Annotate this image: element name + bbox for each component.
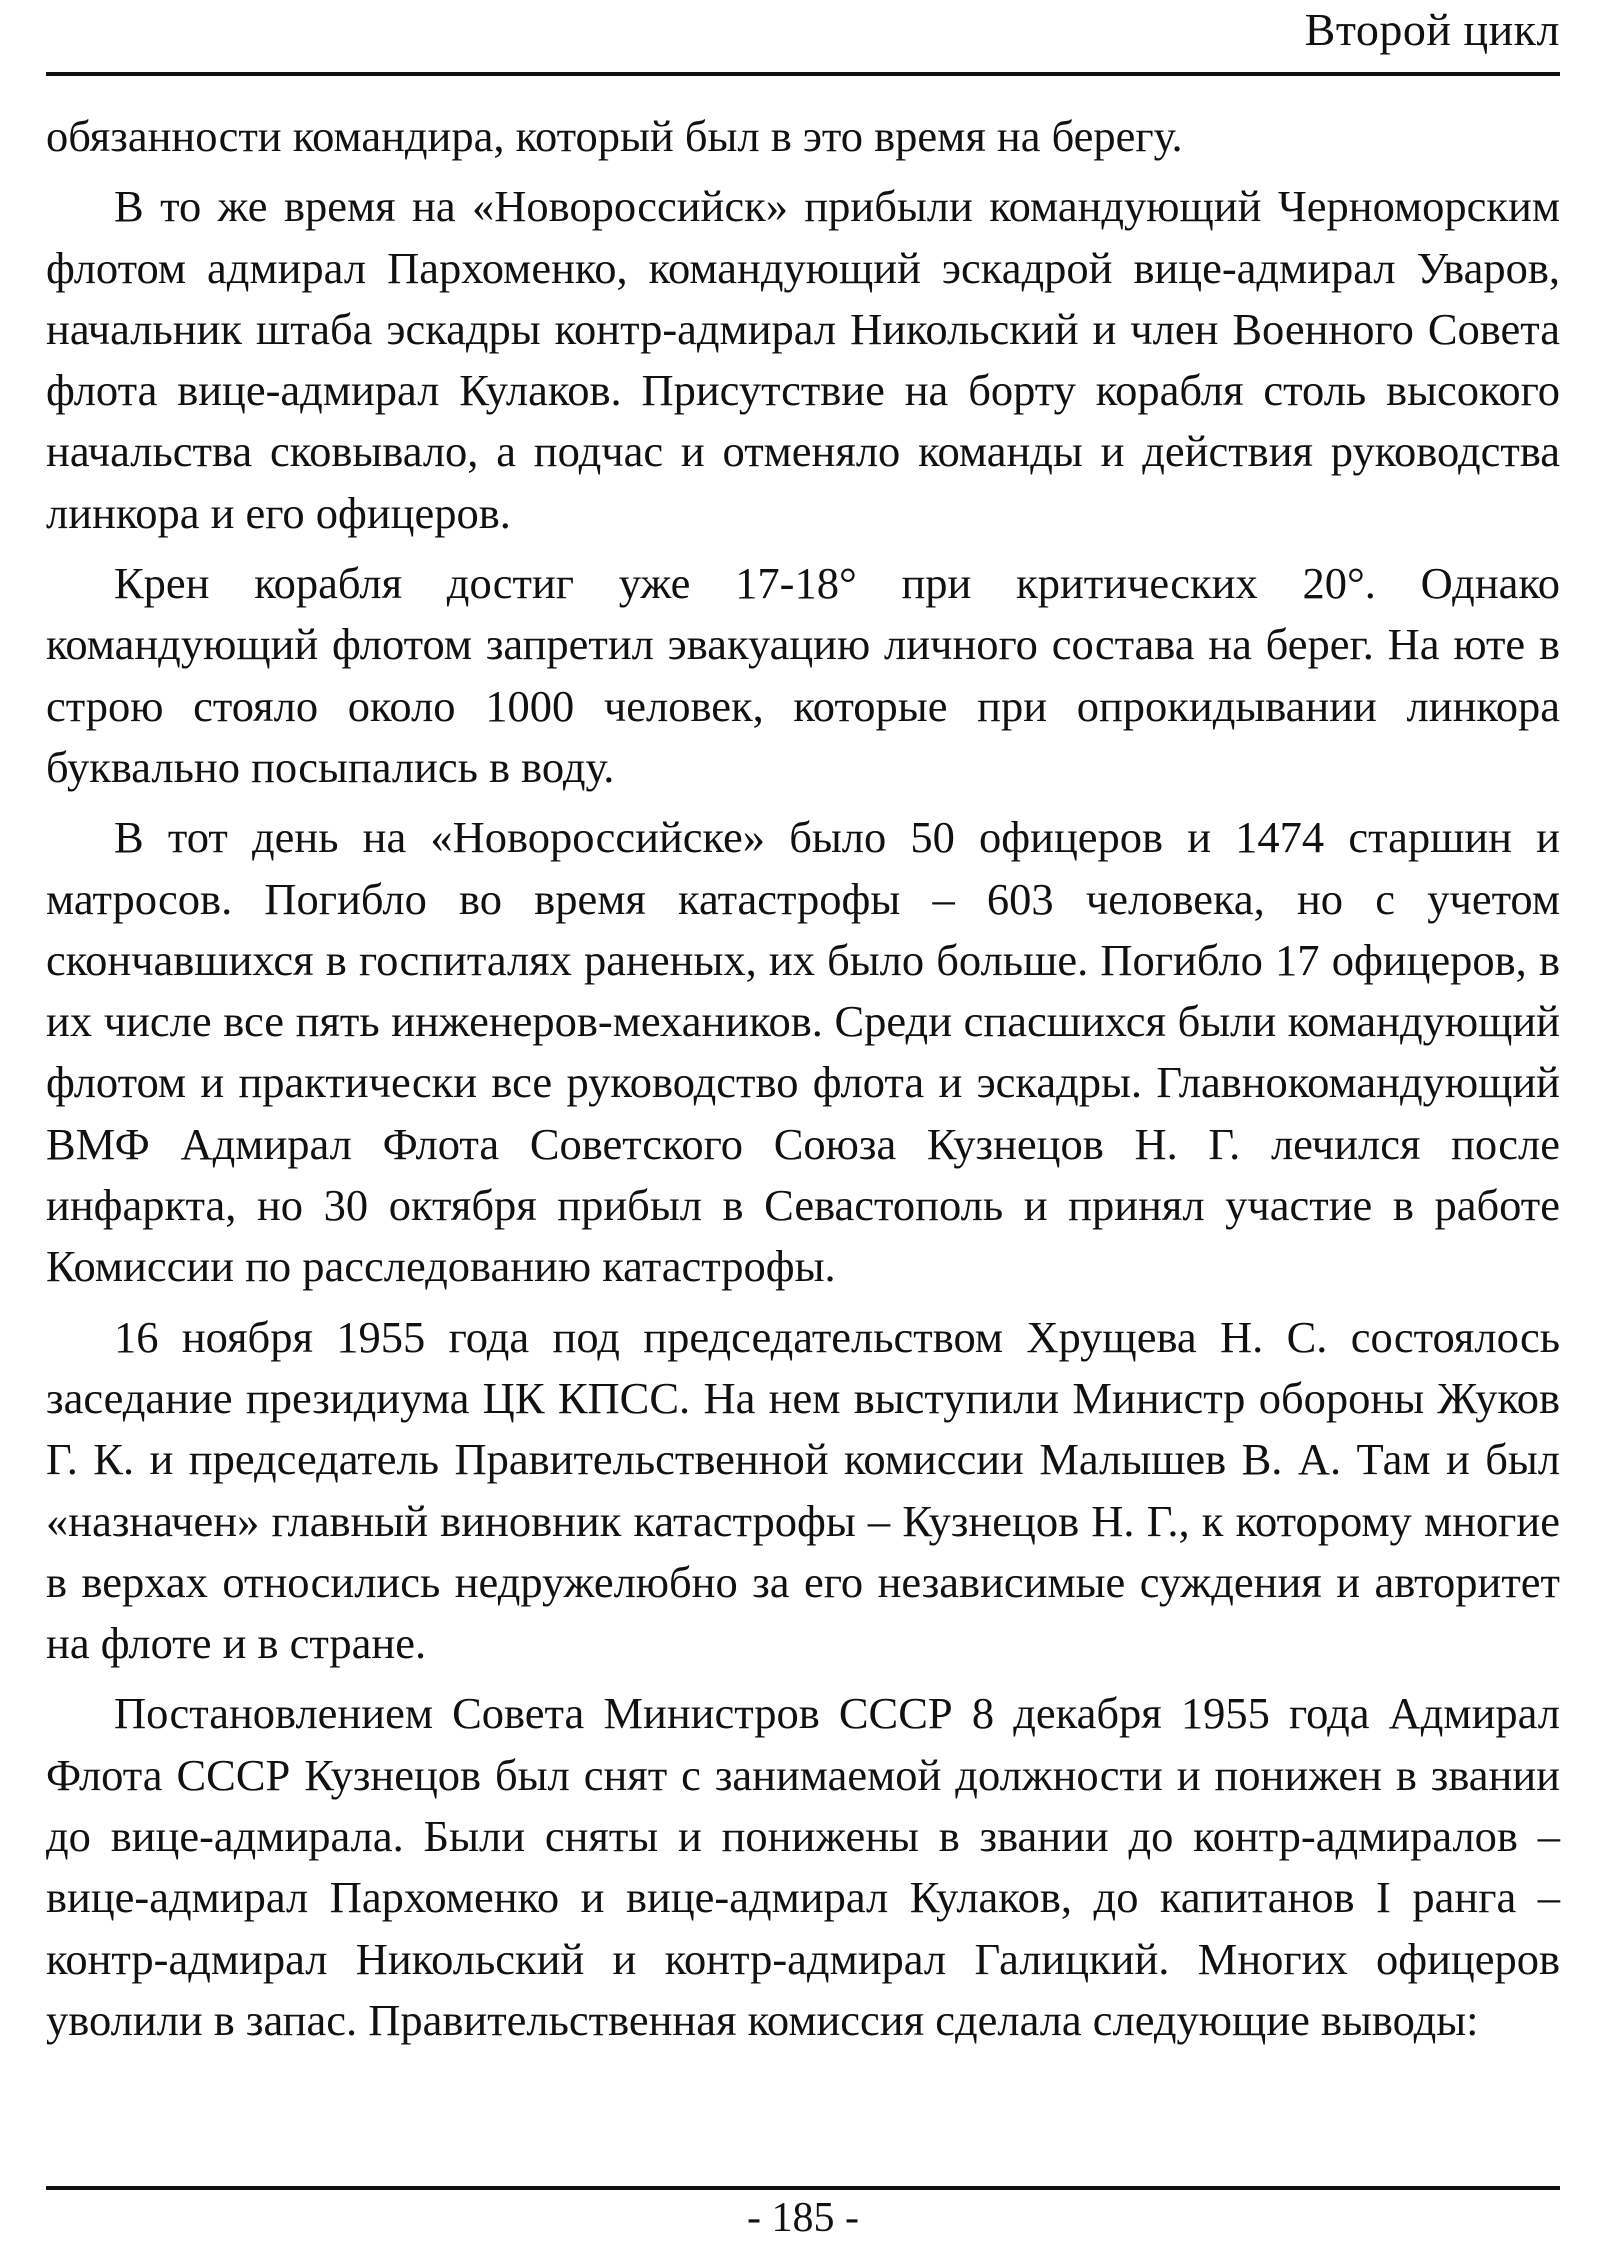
paragraph: Постановлением Совета Министров СССР 8 декабря 1955 года Адмирал Флота СССР Кузнецов был снят с занимаемой должности и понижен в звании до вице-адмирала. Были сняты и понижены в звании до контр-адмиралов – вице-адмирал Пархоменко и вице-адмирал Кулаков, до капитанов I ранга – контр-адмирал Никольский и контр-адмирал Галицкий. Многих офицеров уволили в запас. Правительственная комиссия сделала следующие выводы: bbox=[46, 1688, 1560, 2045]
page-number: - 185 - bbox=[747, 2195, 859, 2241]
paragraph: В тот день на «Новороссийске» было 50 офицеров и 1474 старшин и матросов. Погибло во время катастрофы – 603 человека, но с учетом скончавшихся в госпиталях раненых, их было больше. Погибло 17 офицеров, в их числе все пять инженеров-механиков. Среди спасшихся были командующий флотом и практически все руководство флота и эскадры. Главнокомандующий ВМФ Адмирал Флота Советского Союза Кузнецов Н. Г. лечился после инфаркта, но 30 октября прибыл в Севастополь и принял участие в работе Комиссии по расследованию катастрофы. bbox=[46, 812, 1560, 1292]
running-head-title: Второй цикл bbox=[1304, 4, 1560, 55]
paragraph-continuation: обязанности командира, который был в это время на берегу. bbox=[46, 111, 1183, 161]
paragraph: Крен корабля достиг уже 17-18° при критических 20°. Однако командующий флотом запретил эвакуацию личного состава на берег. На юте в строю стояло около 1000 человек, которые при опрокидывании линкора буквально посыпались в воду. bbox=[46, 558, 1560, 792]
footer-rule bbox=[46, 2186, 1560, 2190]
paragraph: В то же время на «Новороссийск» прибыли командующий Черноморским флотом адмирал Пархоменко, командующий эскадрой вице-адмирал Уваров, начальник штаба эскадры контр-адмирал Никольский и член Военного Совета флота вице-адмирал Кулаков. Присутствие на борту корабля столь высокого начальства сковывало, а подчас и отменяло команды и действия руководства линкора и его офицеров. bbox=[46, 181, 1560, 538]
paragraph: 16 ноября 1955 года под председательством Хрущева Н. С. состоялось заседание президиума ЦК КПСС. На нем выступили Министр обороны Жуков Г. К. и председатель Правительственной комиссии Малышев В. А. Там и был «назначен» главный виновник катастрофы – Кузнецов Н. Г., к которому многие в верхах относились недружелюбно за его независимые суждения и авторитет на флоте и в стране. bbox=[46, 1311, 1560, 1669]
body-text bbox=[46, 106, 1560, 2060]
header-rule bbox=[46, 72, 1560, 76]
